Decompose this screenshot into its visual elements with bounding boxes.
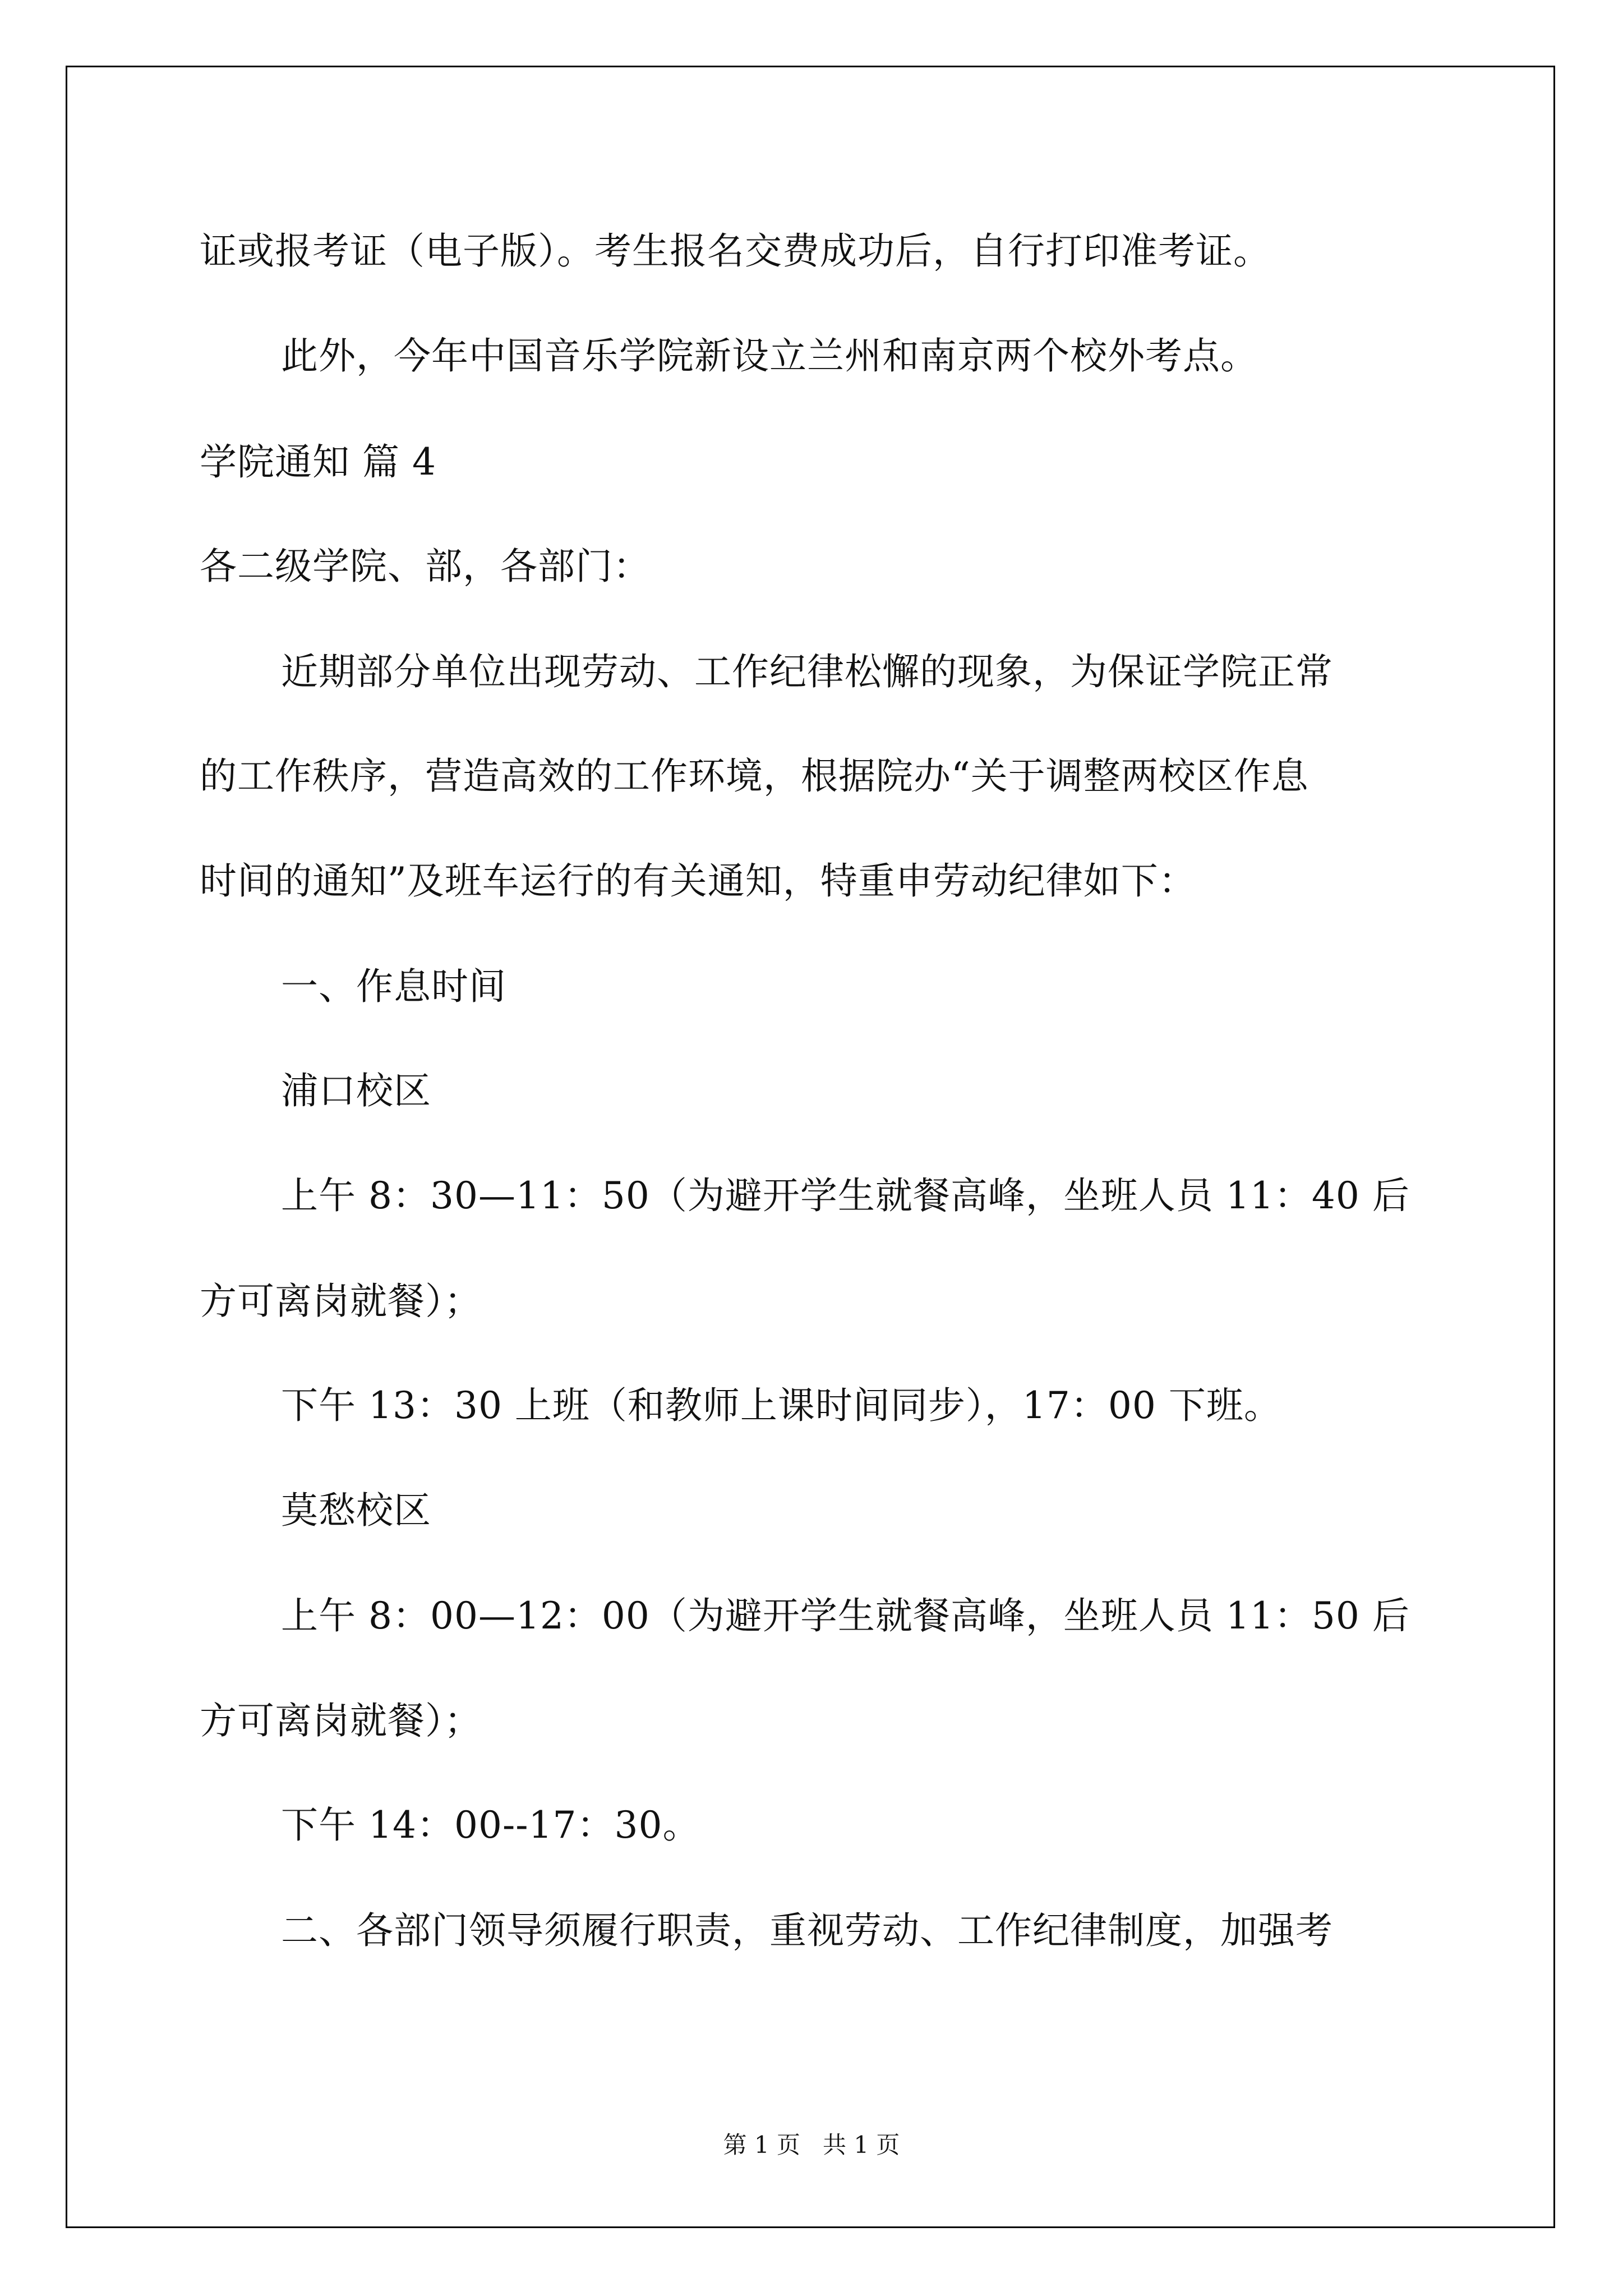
text-line-11: 方可离岗就餐）； [200,1280,482,1323]
text-line-10: 上午 8：30—11：50（为避开学生就餐高峰，坐班人员 11：40 后 [281,1174,1410,1217]
text-line-14: 上午 8：00—12：00（为避开学生就餐高峰，坐班人员 11：50 后 [281,1594,1410,1637]
text-line-9: 浦口校区 [281,1069,431,1112]
text-line-7: 时间的通知”及班车运行的有关通知，特重申劳动纪律如下： [200,859,1196,903]
salutation: 各二级学院、部，各部门： [200,545,651,588]
text-line-5: 近期部分单位出现劳动、工作纪律松懈的现象，为保证学院正常 [281,650,1333,693]
text-line-1: 证或报考证（电子版）。考生报名交费成功后，自行打印准考证。 [200,229,1271,273]
text-line-15: 方可离岗就餐）； [200,1699,482,1742]
page-footer [0,2129,1623,2161]
text-line-16: 下午 14：00--17：30。 [281,1803,700,1847]
text-line-6: 的工作秩序，营造高效的工作环境，根据院办“关于调整两校区作息 [200,754,1309,798]
text-line-8: 一、作息时间 [281,965,506,1008]
page-border [66,66,1555,2228]
page-total: 共 1 页 [823,2131,900,2159]
text-line-12: 下午 13：30 上班（和教师上课时间同步），17：00 下班。 [281,1384,1281,1427]
page-number: 第 1 页 [723,2131,800,2159]
text-line-13: 莫愁校区 [281,1489,431,1532]
section-heading: 学院通知 篇 4 [200,440,436,484]
text-line-2: 此外，今年中国音乐学院新设立兰州和南京两个校外考点。 [281,334,1258,378]
text-line-17: 二、各部门领导须履行职责，重视劳动、工作纪律制度，加强考 [281,1909,1333,1952]
